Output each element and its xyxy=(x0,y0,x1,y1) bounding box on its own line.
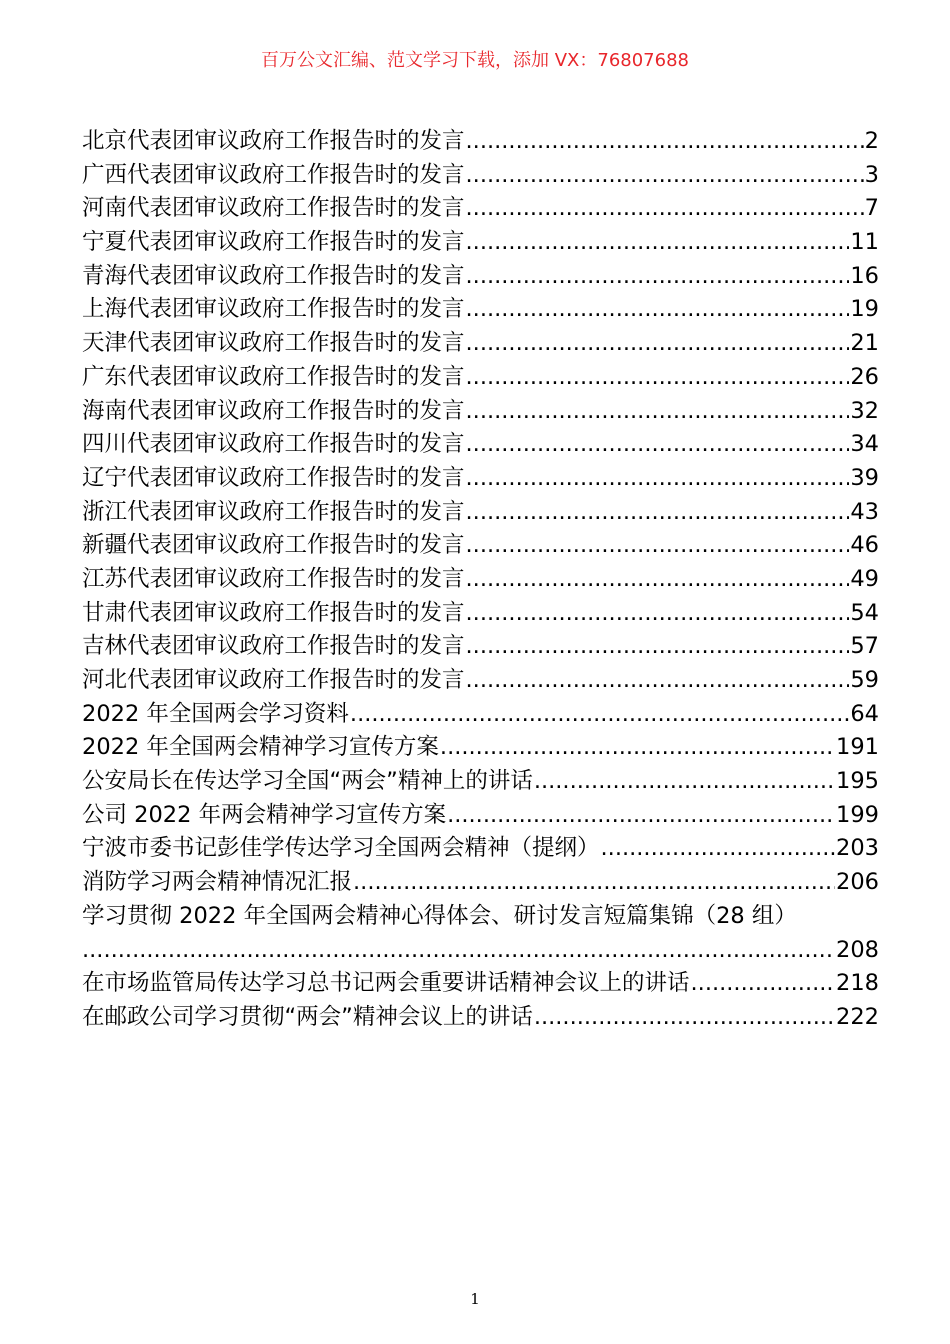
toc-entry-wrapped[interactable] xyxy=(82,900,879,967)
toc-dot-leader xyxy=(440,731,835,765)
toc-entry-page: 34 xyxy=(850,431,879,458)
toc-dot-leader xyxy=(601,832,836,866)
toc-entry-title: 北京代表团审议政府工作报告时的发言 xyxy=(82,128,465,154)
toc-entry[interactable] xyxy=(82,967,879,1001)
toc-entry-title: 四川代表团审议政府工作报告时的发言 xyxy=(82,431,465,458)
toc-entry-title: 在邮政公司学习贯彻“两会”精神会议上的讲话 xyxy=(82,1003,533,1030)
toc-entry-title: 2022 年全国两会学习资料 xyxy=(82,700,349,727)
toc-entry-title: 消防学习两会精神情况汇报 xyxy=(82,869,353,896)
toc-entry[interactable] xyxy=(82,866,879,900)
toc-dot-leader xyxy=(466,529,850,563)
toc-entry[interactable] xyxy=(82,125,879,159)
toc-entry[interactable] xyxy=(82,462,879,496)
toc-entry-title: 辽宁代表团审议政府工作报告时的发言 xyxy=(82,464,465,491)
toc-dot-leader xyxy=(466,159,864,193)
toc-entry[interactable] xyxy=(82,799,879,833)
toc-entry[interactable] xyxy=(82,731,879,765)
toc-entry-page: 19 xyxy=(850,296,879,323)
toc-entry-title: 江苏代表团审议政府工作报告时的发言 xyxy=(82,565,465,592)
toc-entry-title: 广东代表团审议政府工作报告时的发言 xyxy=(82,363,465,390)
toc-dot-leader xyxy=(447,799,835,833)
toc-dot-leader xyxy=(466,597,850,631)
toc-entry-page: 195 xyxy=(836,768,879,795)
toc-entry-title: 宁波市委书记彭佳学传达学习全国两会精神（提纲） xyxy=(82,835,600,862)
toc-entry-page: 208 xyxy=(836,936,879,963)
toc-entry-page: 32 xyxy=(850,397,879,424)
toc-entry[interactable] xyxy=(82,361,879,395)
watermark-header: 百万公文汇编、范文学习下载，添加 VX：76807688 xyxy=(261,50,689,71)
toc-entry-page: 43 xyxy=(850,498,879,525)
page-number: 1 xyxy=(470,1290,480,1308)
toc-entry-title: 学习贯彻 2022 年全国两会精神心得体会、研讨发言短篇集锦（28 组） xyxy=(82,902,797,929)
toc-list-after xyxy=(82,967,879,1034)
toc-entry-title: 公安局长在传达学习全国“两会”精神上的讲话 xyxy=(82,768,533,795)
toc-dot-leader xyxy=(466,361,850,395)
toc-entry[interactable] xyxy=(82,765,879,799)
toc-entry-page: 21 xyxy=(850,330,879,357)
toc-entry[interactable] xyxy=(82,496,879,530)
toc-entry[interactable] xyxy=(82,327,879,361)
toc-entry-title: 公司 2022 年两会精神学习宣传方案 xyxy=(82,801,447,828)
toc-entry-title: 青海代表团审议政府工作报告时的发言 xyxy=(82,262,465,289)
toc-entry-page: 218 xyxy=(836,970,879,997)
toc-dot-leader xyxy=(466,496,850,530)
toc-entry-title: 海南代表团审议政府工作报告时的发言 xyxy=(82,397,465,424)
toc-entry-page: 16 xyxy=(850,262,879,289)
toc-entry-page: 2 xyxy=(864,128,879,154)
toc-dot-leader xyxy=(466,563,850,597)
toc-dot-leader xyxy=(534,1001,835,1035)
toc-entry-page: 206 xyxy=(836,869,879,896)
toc-entry-page: 57 xyxy=(850,633,879,660)
toc-entry-page: 54 xyxy=(850,599,879,626)
toc-entry[interactable] xyxy=(82,630,879,664)
toc-dot-leader xyxy=(466,226,850,260)
toc-entry[interactable] xyxy=(82,226,879,260)
toc-entry-title: 浙江代表团审议政府工作报告时的发言 xyxy=(82,498,465,525)
toc-entry-page: 64 xyxy=(850,700,879,727)
toc-list xyxy=(82,125,879,900)
toc-dot-leader xyxy=(466,395,850,429)
toc-entry-page: 46 xyxy=(850,532,879,559)
toc-dot-leader xyxy=(466,630,850,664)
toc-entry[interactable] xyxy=(82,664,879,698)
toc-entry-title: 在市场监管局传达学习总书记两会重要讲话精神会议上的讲话 xyxy=(82,970,690,997)
toc-entry-title: 新疆代表团审议政府工作报告时的发言 xyxy=(82,532,465,559)
toc-dot-leader xyxy=(466,664,850,698)
toc-entry-title: 广西代表团审议政府工作报告时的发言 xyxy=(82,161,465,188)
toc-dot-leader xyxy=(691,967,836,1001)
toc-entry[interactable] xyxy=(82,395,879,429)
toc-entry-title: 2022 年全国两会精神学习宣传方案 xyxy=(82,734,439,761)
toc-entry-title: 天津代表团审议政府工作报告时的发言 xyxy=(82,330,465,357)
toc-entry-title: 甘肃代表团审议政府工作报告时的发言 xyxy=(82,599,465,626)
toc-dot-leader xyxy=(350,698,849,732)
toc-entry[interactable] xyxy=(82,698,879,732)
toc-entry-title: 河北代表团审议政府工作报告时的发言 xyxy=(82,667,465,693)
toc-entry[interactable] xyxy=(82,159,879,193)
toc-entry-page: 39 xyxy=(850,464,879,491)
toc-entry[interactable] xyxy=(82,293,879,327)
toc-entry[interactable] xyxy=(82,832,879,866)
toc-entry[interactable] xyxy=(82,260,879,294)
toc-entry-page: 11 xyxy=(850,229,879,256)
toc-entry-page: 26 xyxy=(850,363,879,390)
toc-entry-page: 199 xyxy=(836,801,879,828)
toc-dot-leader xyxy=(534,765,835,799)
toc-entry[interactable] xyxy=(82,192,879,226)
toc-dot-leader xyxy=(466,327,850,361)
toc-dot-leader xyxy=(353,866,835,900)
toc-entry-page: 7 xyxy=(864,195,879,222)
toc-dot-leader xyxy=(466,260,850,294)
toc-entry-page: 222 xyxy=(836,1003,879,1030)
toc-dot-leader xyxy=(466,462,850,496)
toc-dot-leader xyxy=(466,192,864,226)
toc-entry-title: 宁夏代表团审议政府工作报告时的发言 xyxy=(82,229,465,256)
toc-entry-page: 203 xyxy=(836,835,879,862)
toc-entry-page: 49 xyxy=(850,565,879,592)
toc-dot-leader xyxy=(466,293,850,327)
toc-entry-page: 191 xyxy=(836,734,879,761)
table-of-contents xyxy=(82,125,879,1035)
toc-entry[interactable] xyxy=(82,563,879,597)
toc-entry[interactable] xyxy=(82,1001,879,1035)
toc-dot-leader xyxy=(466,125,864,159)
toc-entry[interactable] xyxy=(82,529,879,563)
toc-entry-page: 59 xyxy=(850,667,879,693)
toc-entry-page: 3 xyxy=(864,161,879,188)
toc-entry-title: 吉林代表团审议政府工作报告时的发言 xyxy=(82,633,465,660)
toc-entry-title: 河南代表团审议政府工作报告时的发言 xyxy=(82,195,465,222)
toc-dot-leader xyxy=(466,428,850,462)
toc-entry[interactable] xyxy=(82,428,879,462)
toc-entry[interactable] xyxy=(82,597,879,631)
toc-dot-leader xyxy=(82,934,835,968)
toc-entry-title: 上海代表团审议政府工作报告时的发言 xyxy=(82,296,465,323)
